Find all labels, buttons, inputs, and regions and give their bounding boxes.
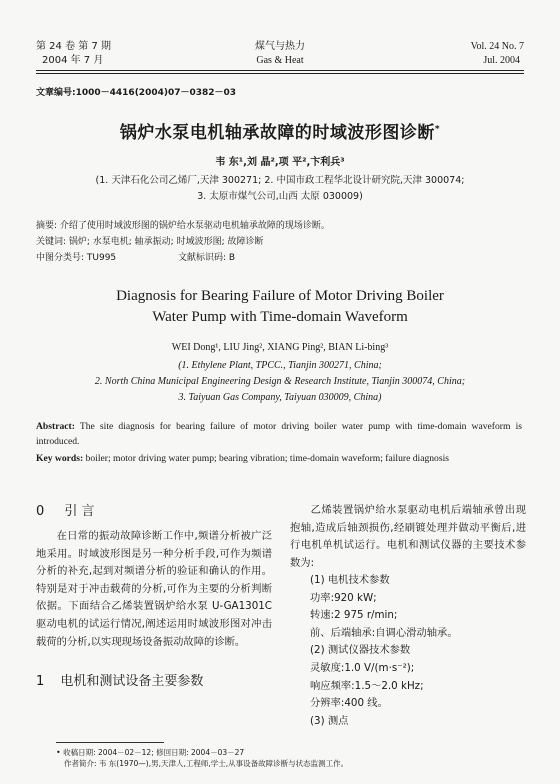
abstract-cn: 摘要: 介绍了使用时域波形图的锅炉给水泵驱动电机轴承故障的现场诊断。 — [36, 221, 330, 231]
keywords-en-label: Key words: — [36, 453, 84, 464]
title-cn — [0, 118, 560, 143]
section-0-number: 0 — [36, 504, 45, 519]
footnote-rule — [56, 742, 164, 743]
abstract-en-text: The site diagnosis for bearing failure of motor driving boiler water pump with time-domain waveform is introduced. — [36, 421, 522, 447]
list-item: 灵敏度:1.0 V/(m·s⁻²); — [310, 661, 415, 674]
list-item: 前、后端轴承:自调心滑动轴承。 — [310, 626, 458, 639]
affiliation-en-1: (1. Ethylene Plant, TPCC., Tianjin 300271, China; — [178, 360, 382, 371]
affiliation-en-3: 3. Taiyuan Gas Company, Taiyuan 030009, China) — [178, 392, 382, 403]
right-parameter-list — [310, 572, 526, 730]
authors-cn: 韦 东¹,刘 晶²,项 平²,卞利兵³ — [215, 157, 345, 168]
header-journal-cn: 煤气与热力 — [255, 41, 305, 52]
title-footnote-mark: * — [434, 124, 441, 135]
abstract-en-label: Abstract: — [36, 421, 75, 432]
keywords-en — [36, 451, 522, 466]
list-item: (1) 电机技术参数 — [310, 574, 390, 586]
document-code: 文献标识码: B — [178, 253, 236, 263]
affiliation-cn-1: (1. 天津石化公司乙烯厂,天津 300271; 2. 中国市政工程华北设计研究院,天津 300074; — [95, 175, 465, 186]
title-en-line-1: Diagnosis for Bearing Failure of Motor Driving Boiler — [116, 288, 444, 304]
header-date-cn: 2004 年 7 月 — [42, 55, 104, 66]
footnote-received-text: 收稿日期: 2004－02－12; 修回日期: 2004－03－27 — [63, 748, 245, 757]
footnote-author-bio: 作者简介: 韦 东(1970—),男,天津人,工程师,学士,从事设备故障诊断与状态监测工作。 — [64, 759, 349, 768]
authors-en: WEI Dong¹, LIU Jing², XIANG Ping², BIAN Li-bing³ — [171, 342, 389, 353]
list-item: 分辨率:400 线。 — [310, 697, 388, 710]
header-rule-bottom — [36, 73, 524, 74]
abstract-en — [36, 419, 522, 449]
keywords-en-text: boiler; motor driving water pump; bearing vibration; time-domain waveform; failure diagnosis — [83, 453, 449, 464]
section-1-heading — [36, 670, 203, 689]
header-volume-cn: 第 24 卷 第 7 期 — [36, 41, 111, 52]
title-cn-text: 锅炉水泵电机轴承故障的时域波形图诊断 — [119, 123, 435, 143]
list-item: 响应频率:1.5～2.0 kHz; — [310, 679, 424, 692]
footnote-received — [56, 747, 244, 758]
list-item: (3) 测点 — [310, 714, 349, 727]
section-0-title: 引 言 — [64, 504, 95, 519]
section-0-paragraph: 在日常的振动故障诊断工作中,频谱分析被广泛地采用。时域波形图是另一种分析手段,可作为频谱分析的补充,起到对频谱分析的验证和确认的作用。特别是对于冲击载荷的分析,可作为主要的分析判断依据。下面结合乙烯装置锅炉给水泵 U-GA1301C 驱动电机的试运行情况,阐述运用时域波形图对冲击载荷的分析,以实现现场设备振动故障的诊断。 — [36, 530, 272, 648]
header-date-en: Jul. 2004 — [483, 55, 520, 66]
section-1-number: 1 — [36, 674, 45, 689]
section-1-title: 电机和测试设备主要参数 — [60, 674, 204, 689]
list-item: 转速:2 975 r/min; — [310, 609, 398, 622]
footnote-star-icon: • — [56, 748, 61, 757]
keywords-cn: 关键词: 锅炉; 水泵电机; 轴承振动; 时域波形图; 故障诊断 — [36, 237, 264, 247]
right-paragraph: 乙烯装置锅炉给水泵驱动电机后端轴承曾出现抱轴,造成后轴颈损伤,经刷镀处理并做动平衡后,进行电机单机试运行。电机和测试仪器的主要技术参数为: — [290, 504, 526, 569]
affiliation-cn-2: 3. 太原市煤气公司,山西 太原 030009) — [197, 191, 363, 202]
header-rule-top — [36, 70, 524, 71]
affiliation-en-2: 2. North China Municipal Engineering Design & Research Institute, Tianjin 300074, China; — [94, 376, 466, 387]
class-number: 中图分类号: TU995 — [36, 253, 117, 263]
section-0-heading — [36, 500, 95, 519]
header-volume-en: Vol. 24 No. 7 — [470, 41, 524, 52]
header-journal-en: Gas & Heat — [256, 55, 304, 66]
title-en-line-2: Water Pump with Time-domain Waveform — [152, 309, 408, 325]
list-item: (2) 测试仪器技术参数 — [310, 644, 411, 657]
article-number: 文章编号:1000－4416(2004)07－0382－03 — [36, 88, 237, 98]
list-item: 功率:920 kW; — [310, 591, 377, 604]
